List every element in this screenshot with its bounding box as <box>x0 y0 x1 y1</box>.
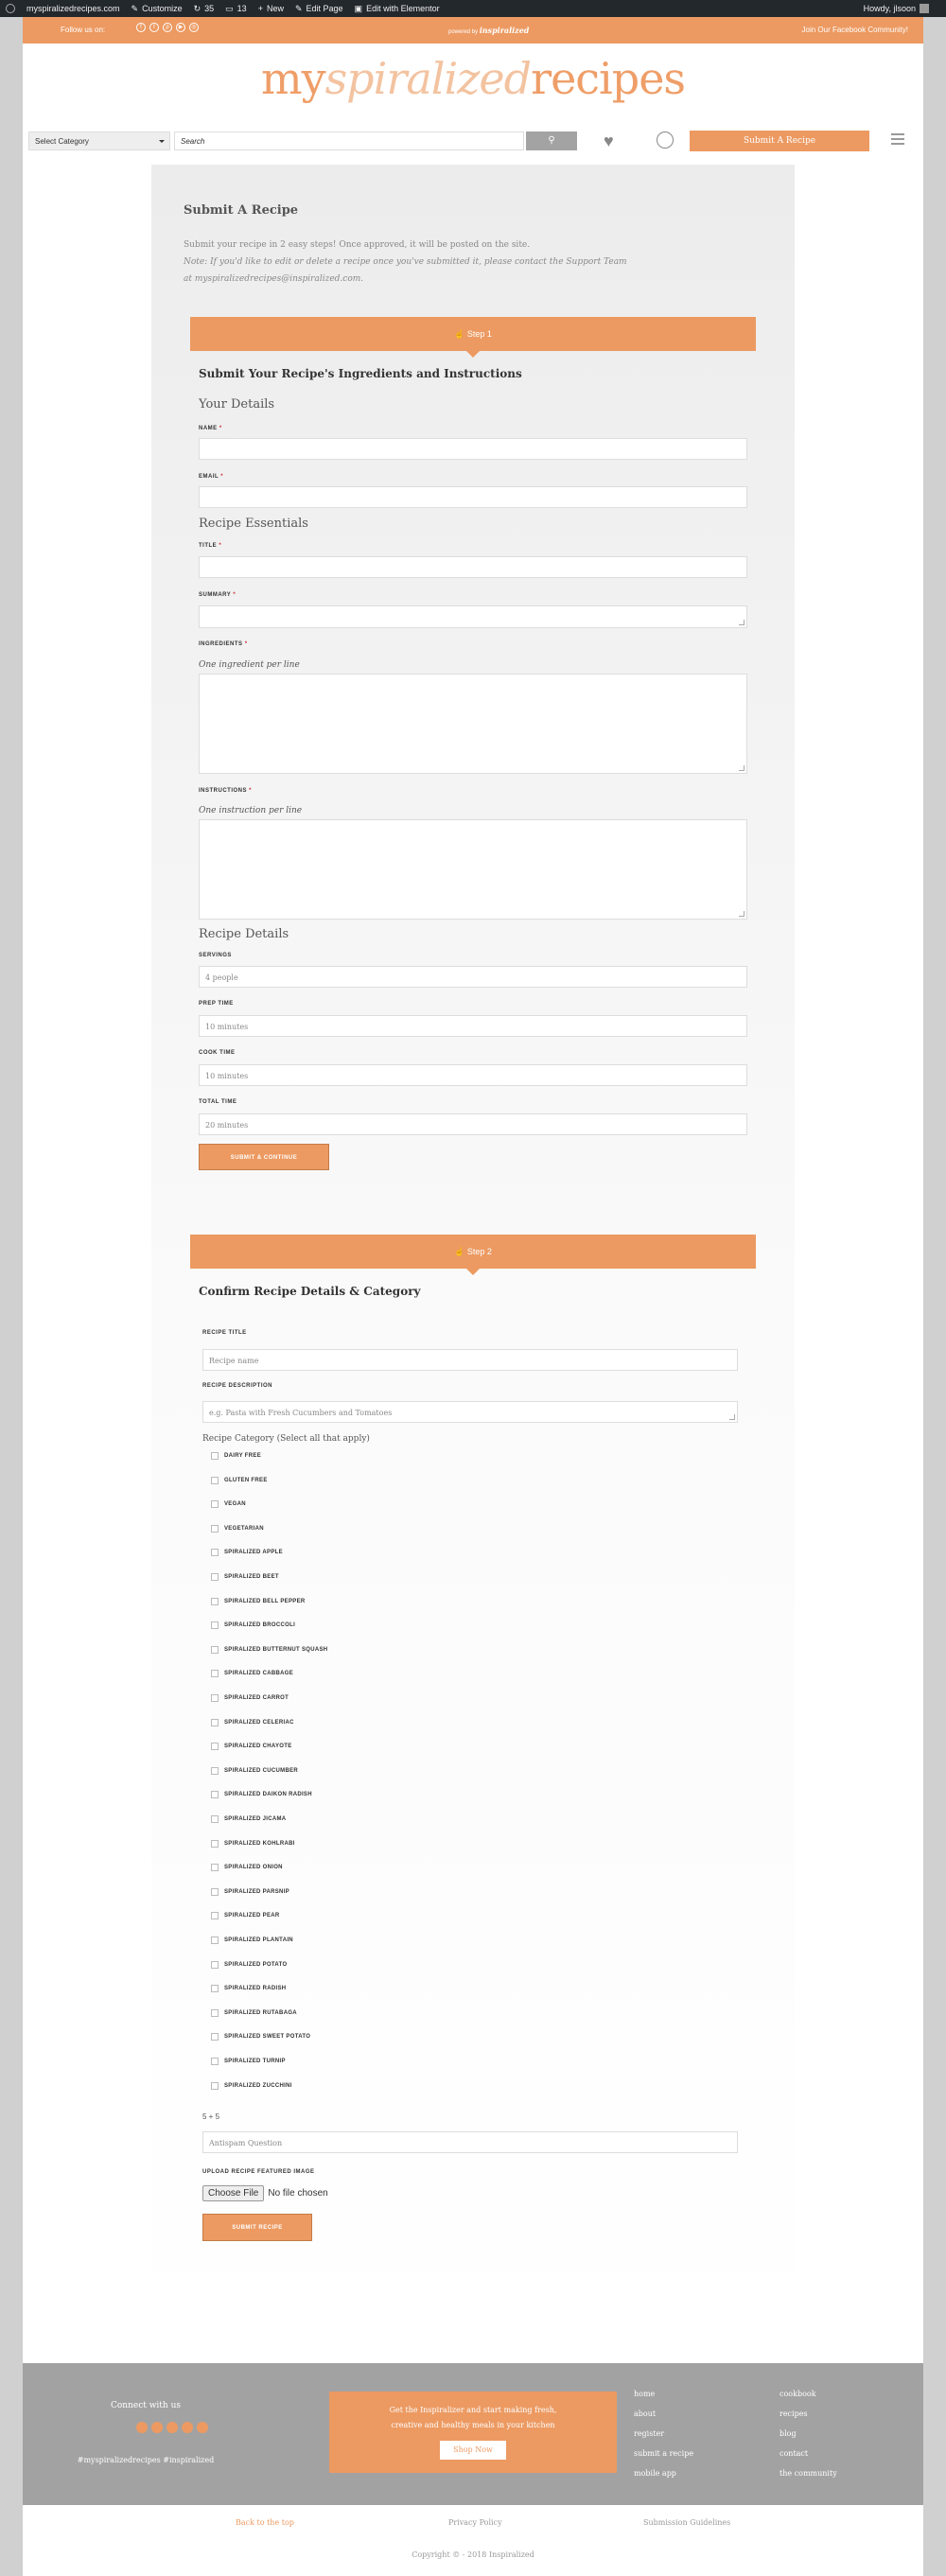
category-checkbox[interactable] <box>211 1646 219 1654</box>
category-checkbox-label: SPIRALIZED PARSNIP <box>224 1888 289 1895</box>
category-item[interactable] <box>211 1743 292 1750</box>
ingredients-label: INGREDIENTS * <box>199 641 248 647</box>
category-item[interactable] <box>211 2058 286 2065</box>
email-field[interactable] <box>199 486 747 508</box>
category-item[interactable] <box>211 1452 261 1460</box>
social-top-bar <box>23 17 923 44</box>
name-field[interactable] <box>199 438 747 460</box>
hand-icon: ☝ <box>454 1247 465 1256</box>
admin-new-link[interactable]: + New <box>257 4 284 13</box>
prep-time-label: PREP TIME <box>199 1001 234 1007</box>
follow-label: Follow us on: <box>61 26 106 34</box>
footer-link[interactable]: submit a recipe <box>634 2449 694 2458</box>
category-checkbox[interactable] <box>211 1694 219 1702</box>
category-checkbox[interactable] <box>211 1791 219 1798</box>
instructions-label: INSTRUCTIONS * <box>199 788 253 794</box>
footer-link[interactable]: register <box>634 2429 665 2438</box>
category-select[interactable]: Select Category <box>28 131 170 150</box>
recipe-details-heading: Recipe Details <box>199 927 289 941</box>
category-checkbox[interactable] <box>211 1912 219 1919</box>
pinterest-icon[interactable] <box>166 2422 178 2433</box>
category-checkbox-label: SPIRALIZED PLANTAIN <box>224 1937 293 1943</box>
footer-links-col1 <box>634 2390 693 2489</box>
title-label: TITLE * <box>199 543 222 549</box>
category-checkbox[interactable] <box>211 1719 219 1726</box>
category-checkbox[interactable] <box>211 1815 219 1823</box>
servings-field[interactable]: 4 people <box>199 966 747 988</box>
category-checkbox-label: SPIRALIZED BEET <box>224 1574 279 1580</box>
category-checkbox-label: VEGAN <box>224 1501 246 1508</box>
promo-box <box>329 2392 617 2473</box>
category-checkbox[interactable] <box>211 1936 219 1944</box>
category-item[interactable] <box>211 2009 297 2017</box>
category-item[interactable] <box>211 1477 268 1484</box>
step-1-heading: Submit Your Recipe's Ingredients and Instructions <box>199 367 522 380</box>
footer-link[interactable]: contact <box>780 2449 809 2458</box>
summary-label: SUMMARY * <box>199 592 236 598</box>
category-checkbox[interactable] <box>211 1621 219 1629</box>
category-checkbox[interactable] <box>211 1500 219 1508</box>
intro-line: Submit your recipe in 2 easy steps! Once approved, it will be posted on the site. <box>184 240 531 250</box>
prep-time-field[interactable]: 10 minutes <box>199 1015 747 1037</box>
footer-link[interactable]: home <box>634 2390 656 2398</box>
category-checkbox-label: SPIRALIZED POTATO <box>224 1961 288 1968</box>
admin-howdy[interactable]: Howdy, jlsoon <box>864 4 929 13</box>
submit-recipe-button[interactable]: SUBMIT RECIPE <box>202 2214 312 2241</box>
instructions-hint: One instruction per line <box>199 806 303 815</box>
wordpress-icon[interactable] <box>6 4 15 13</box>
bottom-bar <box>23 2505 923 2576</box>
cook-time-label: COOK TIME <box>199 1050 236 1056</box>
privacy-policy-link[interactable]: Privacy Policy <box>448 2518 502 2527</box>
facebook-icon[interactable]: f <box>136 23 146 32</box>
category-item[interactable] <box>211 1767 298 1775</box>
footer-link[interactable]: cookbook <box>780 2390 816 2398</box>
copyright: Copyright © - 2018 Inspiralized <box>412 2550 534 2559</box>
category-item[interactable] <box>211 2082 292 2090</box>
category-checkbox-label: SPIRALIZED DAIKON RADISH <box>224 1792 312 1798</box>
category-checkbox-label: VEGETARIAN <box>224 1525 264 1532</box>
category-item[interactable] <box>211 2033 310 2041</box>
hand-icon: ☝ <box>454 329 465 339</box>
servings-label: SERVINGS <box>199 953 232 958</box>
category-checkbox-label: SPIRALIZED JICAMA <box>224 1816 287 1822</box>
category-checkbox-label: SPIRALIZED KOHLRABI <box>224 1840 295 1847</box>
admin-elementor-link[interactable]: ▣ Edit with Elementor <box>354 3 440 13</box>
intro-note: Note: If you'd like to edit or delete a recipe once you've submitted it, please contact the Support Team <box>184 257 627 267</box>
submit-continue-button[interactable]: SUBMIT & CONTINUE <box>199 1144 329 1170</box>
footer-link[interactable]: recipes <box>780 2410 808 2418</box>
email-label: EMAIL * <box>199 474 224 480</box>
your-details-heading: Your Details <box>199 397 275 412</box>
footer-link[interactable]: the community <box>780 2469 837 2478</box>
category-checkbox[interactable] <box>211 2033 219 2041</box>
category-checkbox[interactable] <box>211 1840 219 1848</box>
recipe-description-field[interactable]: e.g. Pasta with Fresh Cucumbers and Tomatoes <box>202 1401 738 1423</box>
admin-site-link[interactable]: myspiralizedrecipes.com <box>26 4 120 13</box>
step-2-heading: Confirm Recipe Details & Category <box>199 1285 421 1298</box>
total-time-field[interactable]: 20 minutes <box>199 1113 747 1135</box>
category-item[interactable] <box>211 1888 289 1896</box>
site-logo[interactable]: myspiralizedrecipes <box>260 53 686 104</box>
footer <box>23 2363 923 2505</box>
youtube-icon[interactable] <box>182 2422 193 2433</box>
category-item[interactable] <box>211 1791 312 1798</box>
recipe-essentials-heading: Recipe Essentials <box>199 517 308 531</box>
category-checkbox-label: SPIRALIZED BROCCOLI <box>224 1622 296 1629</box>
footer-link[interactable]: mobile app <box>634 2469 676 2478</box>
twitter-icon[interactable] <box>151 2422 163 2433</box>
category-item[interactable] <box>211 1694 289 1702</box>
submission-guidelines-link[interactable]: Submission Guidelines <box>643 2518 731 2527</box>
category-checkbox-label: DAIRY FREE <box>224 1453 262 1459</box>
category-item[interactable] <box>211 1961 287 1969</box>
category-item[interactable] <box>211 1621 295 1629</box>
captcha-field[interactable]: Antispam Question <box>202 2131 738 2153</box>
pinterest-icon[interactable]: p <box>163 23 172 32</box>
category-checkbox-label: SPIRALIZED CHAYOTE <box>224 1744 292 1750</box>
category-checkbox-label: SPIRALIZED CELERIAC <box>224 1719 294 1726</box>
category-checkbox[interactable] <box>211 1477 219 1484</box>
category-checkbox-label: SPIRALIZED CARROT <box>224 1695 289 1701</box>
captcha-question: 5 + 5 <box>202 2112 220 2121</box>
category-checkbox[interactable] <box>211 1549 219 1556</box>
recipe-title-label: RECIPE TITLE <box>202 1330 247 1336</box>
category-checkbox-label: GLUTEN FREE <box>224 1477 268 1483</box>
youtube-icon[interactable]: ▶ <box>176 23 185 32</box>
hamburger-menu-icon[interactable] <box>891 133 904 145</box>
hashtags: #myspiralizedrecipes #inspiralized <box>77 2456 215 2464</box>
category-item[interactable] <box>211 1985 286 1992</box>
cook-time-field[interactable]: 10 minutes <box>199 1064 747 1086</box>
instructions-textarea[interactable] <box>199 819 747 920</box>
submit-recipe-nav-button[interactable]: Submit A Recipe <box>690 131 869 151</box>
category-checkbox[interactable] <box>211 2009 219 2017</box>
shop-now-button[interactable]: Shop Now <box>440 2441 506 2460</box>
footer-links-col2 <box>780 2390 837 2489</box>
category-checkbox-label: SPIRALIZED RUTABAGA <box>224 2009 297 2016</box>
user-account-icon[interactable] <box>657 131 674 149</box>
upload-label: UPLOAD RECIPE FEATURED IMAGE <box>202 2169 315 2175</box>
summary-textarea[interactable] <box>199 605 747 628</box>
category-checkbox-label: SPIRALIZED PEAR <box>224 1913 280 1919</box>
category-item[interactable] <box>211 1719 294 1726</box>
search-button[interactable] <box>526 131 577 150</box>
connect-heading: Connect with us <box>110 2401 181 2410</box>
category-checkbox-label: SPIRALIZED ZUCCHINI <box>224 2082 292 2089</box>
category-checkbox[interactable] <box>211 1888 219 1896</box>
category-checkbox-label: SPIRALIZED CABBAGE <box>224 1671 294 1677</box>
category-checkbox[interactable] <box>211 1452 219 1460</box>
back-to-top-link[interactable]: Back to the top <box>236 2518 294 2527</box>
category-checkbox-label: SPIRALIZED ONION <box>224 1865 283 1871</box>
file-upload <box>202 2185 328 2201</box>
social-icons <box>136 23 199 32</box>
total-time-label: TOTAL TIME <box>199 1099 237 1105</box>
category-checkbox-label: SPIRALIZED APPLE <box>224 1550 283 1556</box>
category-checkbox[interactable] <box>211 1767 219 1775</box>
category-checkbox[interactable] <box>211 1670 219 1677</box>
twitter-icon[interactable]: t <box>149 23 159 32</box>
category-checkbox[interactable] <box>211 1743 219 1750</box>
category-checkbox[interactable] <box>211 1525 219 1533</box>
admin-updates-link[interactable]: ↻ 35 <box>193 3 215 13</box>
title-field[interactable] <box>199 556 747 578</box>
category-item[interactable] <box>211 1573 279 1581</box>
powered-by[interactable]: powered by inspiralized <box>448 26 530 35</box>
category-checkbox-label: SPIRALIZED BELL PEPPER <box>224 1598 306 1604</box>
join-community-link[interactable]: Join Our Facebook Community! <box>801 26 908 34</box>
recipe-description-label: RECIPE DESCRIPTION <box>202 1383 273 1389</box>
category-item[interactable] <box>211 1840 295 1848</box>
category-item[interactable] <box>211 1598 306 1605</box>
category-item[interactable] <box>211 1936 293 1944</box>
step-2-bar: ☝ Step 2 <box>190 1235 756 1269</box>
category-item[interactable] <box>211 1525 264 1533</box>
category-checkbox[interactable] <box>211 1573 219 1581</box>
category-checkbox-label: SPIRALIZED BUTTERNUT SQUASH <box>224 1646 328 1653</box>
intro-text <box>184 237 657 288</box>
category-item[interactable] <box>211 1815 286 1823</box>
footer-link[interactable]: blog <box>780 2429 797 2438</box>
main-nav <box>23 129 923 153</box>
category-item[interactable] <box>211 1912 280 1919</box>
favorites-heart-icon[interactable]: ♥ <box>604 131 614 150</box>
category-item[interactable] <box>211 1670 293 1677</box>
category-item[interactable] <box>211 1549 283 1556</box>
footer-link[interactable]: about <box>634 2410 657 2418</box>
admin-edit-page-link[interactable]: ✎ Edit Page <box>294 3 343 13</box>
admin-customize-link[interactable]: ✎ Customize <box>131 3 183 13</box>
promo-line: Get the Inspiralizer and start making fresh, <box>389 2406 557 2414</box>
category-checkbox[interactable] <box>211 1598 219 1605</box>
admin-bar <box>0 0 946 17</box>
ingredients-textarea[interactable] <box>199 674 747 774</box>
category-label: Recipe Category (Select all that apply) <box>202 1434 370 1444</box>
search-input[interactable]: Search <box>174 131 524 150</box>
facebook-icon[interactable] <box>136 2422 148 2433</box>
recipe-title-field[interactable]: Recipe name <box>202 1349 738 1371</box>
promo-line: creative and healthy meals in your kitchen <box>391 2421 555 2429</box>
name-label: NAME * <box>199 426 222 431</box>
category-item[interactable] <box>211 1500 246 1508</box>
category-checkbox[interactable] <box>211 1864 219 1871</box>
category-checkbox[interactable] <box>211 2058 219 2065</box>
category-checkbox-label: SPIRALIZED TURNIP <box>224 2059 286 2064</box>
instagram-icon[interactable] <box>197 2422 208 2433</box>
admin-comments-link[interactable]: ▭ 13 <box>225 3 247 13</box>
category-item[interactable] <box>211 1646 327 1654</box>
page-title: Submit A Recipe <box>184 203 299 218</box>
choose-file-button[interactable]: Choose File <box>202 2185 264 2201</box>
category-item[interactable] <box>211 1864 283 1871</box>
category-checkbox[interactable] <box>211 1961 219 1969</box>
category-checkbox[interactable] <box>211 1985 219 1992</box>
category-checkbox-label: SPIRALIZED RADISH <box>224 1986 287 1992</box>
footer-social-icons <box>136 2422 208 2433</box>
category-checkbox-label: SPIRALIZED CUCUMBER <box>224 1767 299 1774</box>
intro-note-email: at myspiralizedrecipes@inspiralized.com. <box>184 274 364 284</box>
category-checkbox-label: SPIRALIZED SWEET POTATO <box>224 2034 311 2041</box>
instagram-icon[interactable]: ◎ <box>189 23 199 32</box>
ingredients-hint: One ingredient per line <box>199 660 300 670</box>
no-file-text: No file chosen <box>268 2188 328 2199</box>
step-1-bar: ☝ Step 1 <box>190 317 756 351</box>
search-icon: ⚲ <box>548 135 555 146</box>
category-checkbox[interactable] <box>211 2082 219 2090</box>
